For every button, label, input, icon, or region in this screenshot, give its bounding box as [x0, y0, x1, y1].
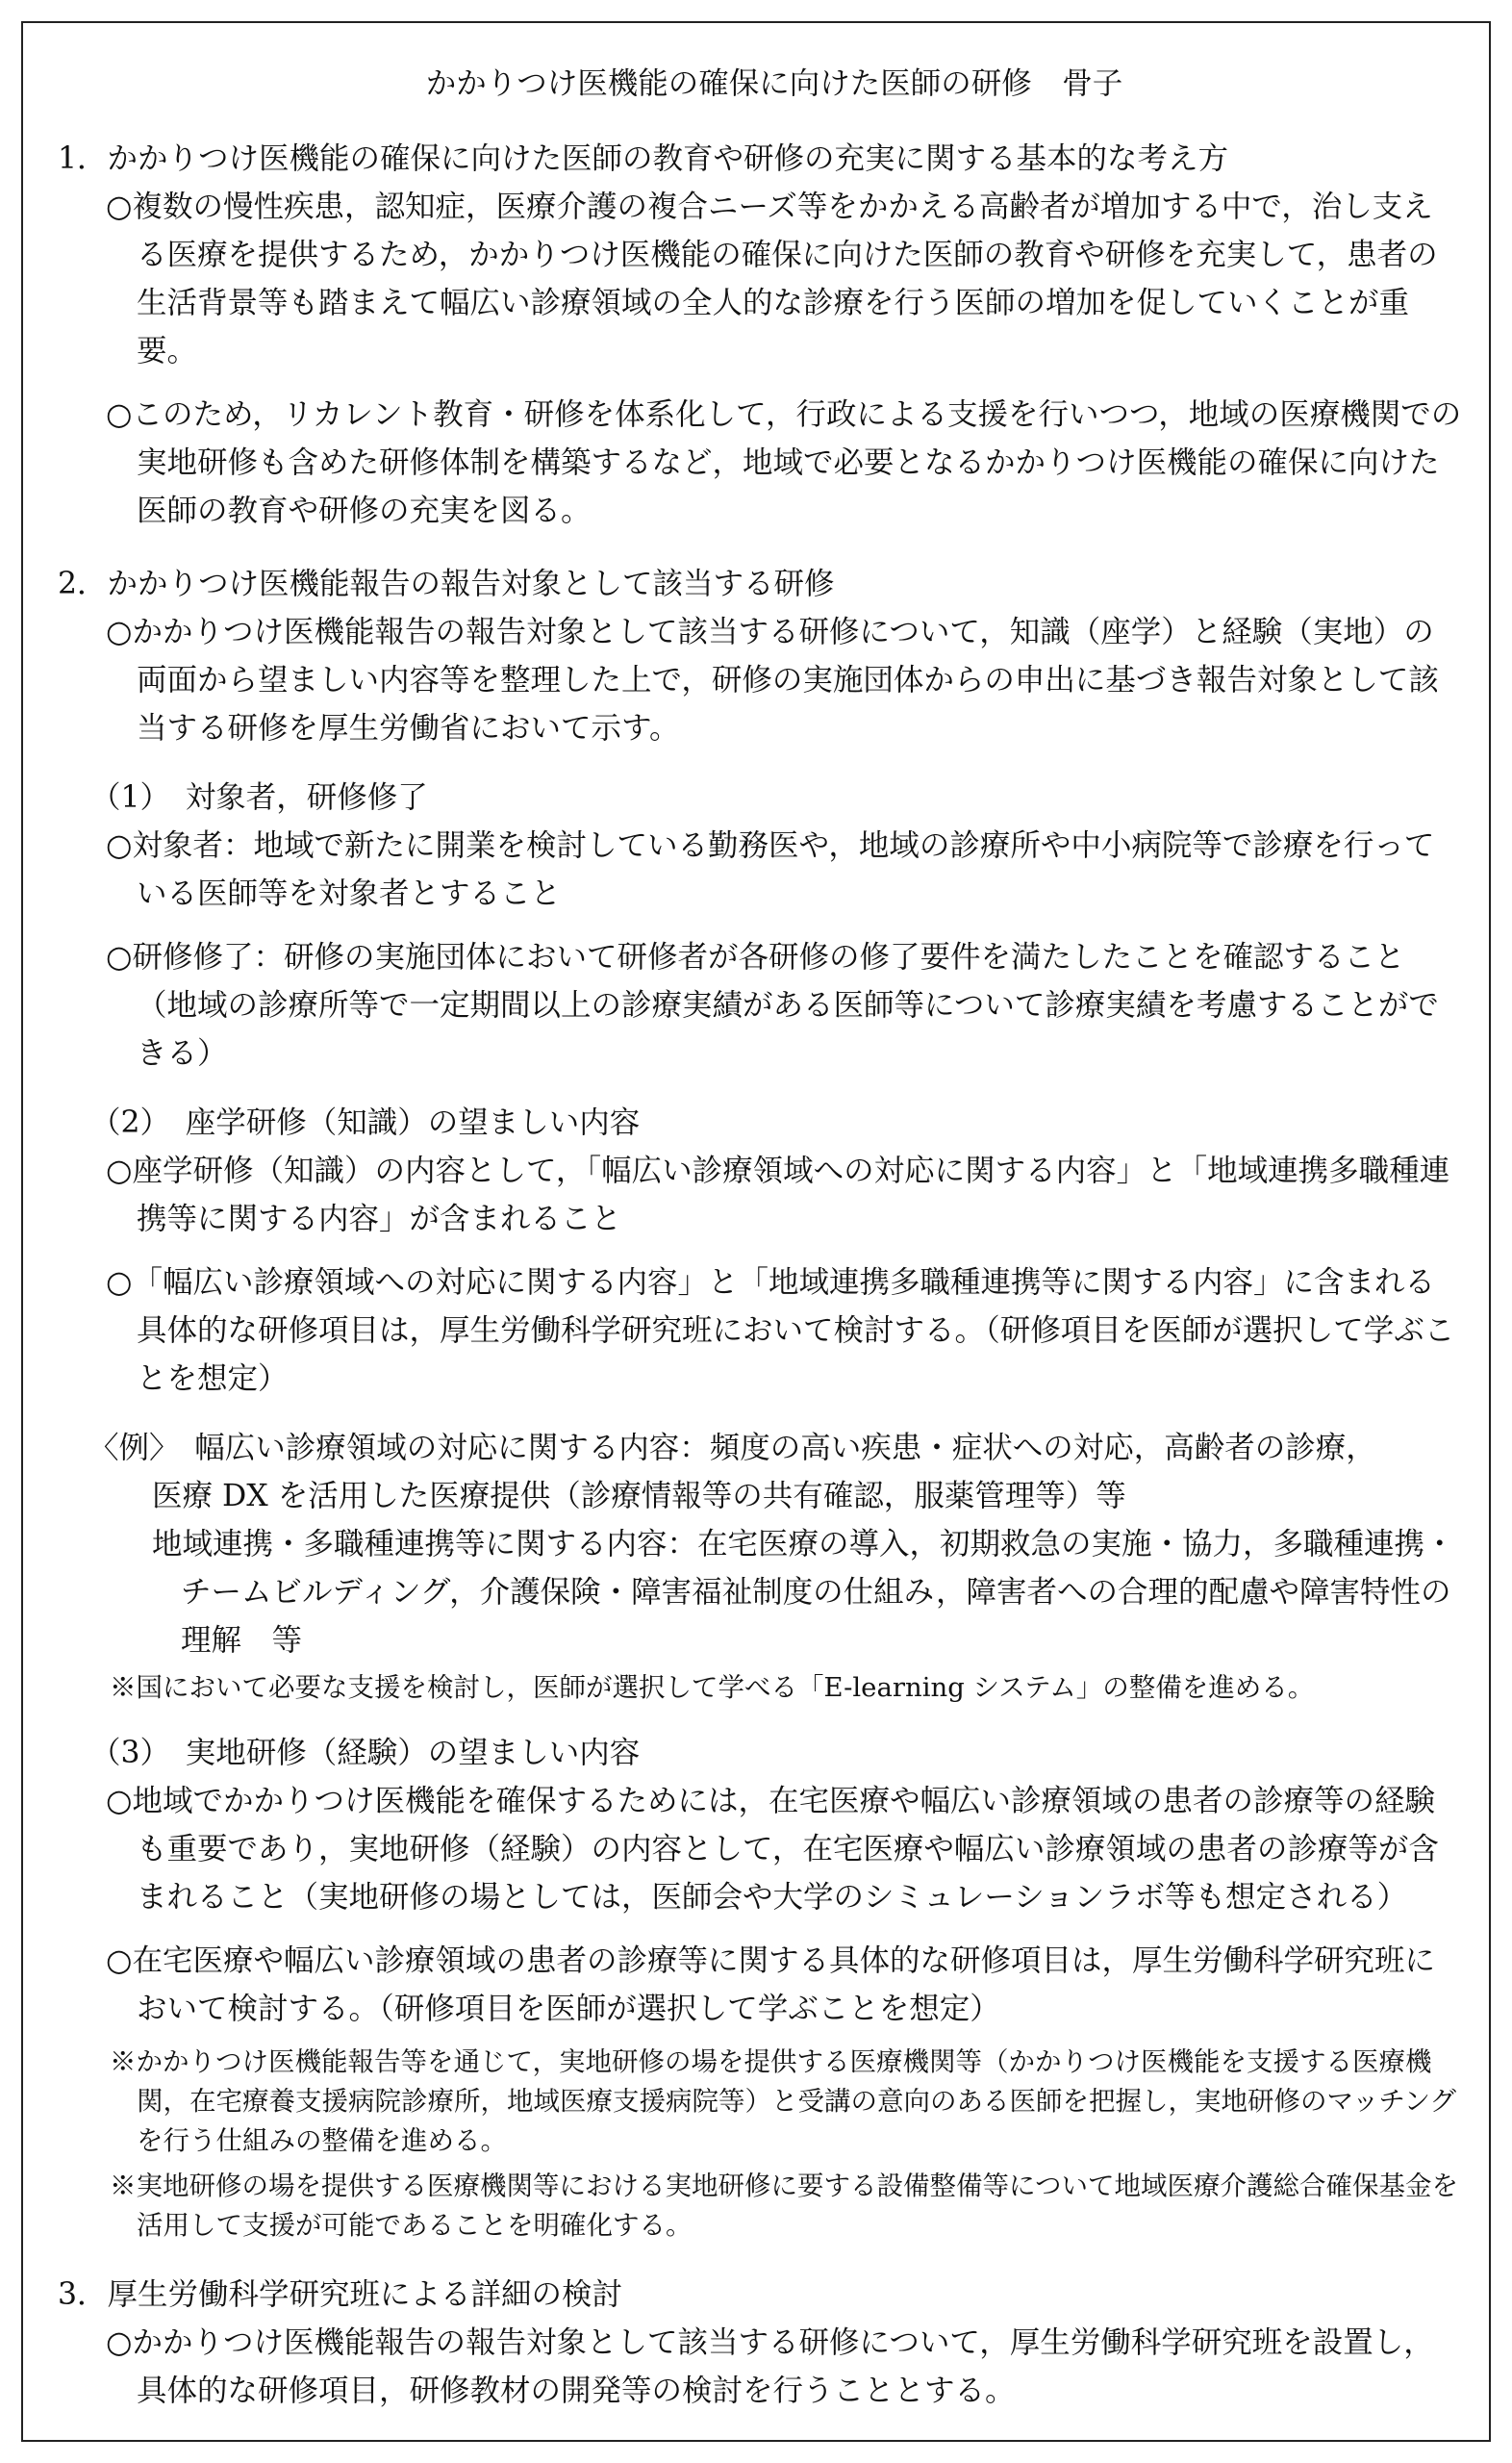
section-2-heading: 2．かかりつけ医機能報告の報告対象として該当する研修	[58, 567, 835, 601]
example-line-3: 地域連携・多職種連携等に関する内容：在宅医療の導入，初期救急の実施・協力，多職種連携・チームビルディング，介護保険・障害福祉制度の仕組み，障害者への合理的配慮や障害特性の理解 等	[152, 1527, 1455, 1658]
subsection-2-1-para-1: ○対象者：地域で新たに開業を検討している勤務医や，地域の診療所や中小病院等で診療を行っている医師等を対象者とすること	[106, 828, 1435, 911]
section-3-heading: 3．厚生労働科学研究班による詳細の検討	[58, 2277, 623, 2312]
section-1-para-2: ○このため，リカレント教育・研修を体系化して，行政による支援を行いつつ，地域の医療機関での実地研修も含めた研修体制を構築するなど，地域で必要となるかかりつけ医機能の確保に向けた医師の教育や研修の充実を図る。	[106, 397, 1462, 528]
subsection-2-3	[58, 1729, 1462, 2246]
document-body	[58, 58, 1462, 2415]
subsection-2-3-note-2: ※実地研修の場を提供する医療機関等における実地研修に要する設備整備等について地域医療介護総合確保基金を活用して支援が可能であることを明確化する。	[110, 2171, 1458, 2241]
example-line-1: 〈例〉 幅広い診療領域の対応に関する内容：頻度の高い疾患・症状への対応，高齢者の診療，	[88, 1431, 1376, 1465]
subsection-2-3-note-1: ※かかりつけ医機能報告等を通じて，実地研修の場を提供する医療機関等（かかりつけ医機能を支援する医療機関，在宅療養支援病院診療所，地域医療支援病院等）と受講の意向のある医師を把握し，実地研修のマッチングを行う仕組みの整備を進める。	[110, 2046, 1456, 2156]
subsection-2-1-para-2: ○研修修了：研修の実施団体において研修者が各研修の修了要件を満たしたことを確認すること（地域の診療所等で一定期間以上の診療実績がある医師等について診療実績を考慮することができる）	[106, 940, 1439, 1071]
example-block	[58, 1424, 1462, 1664]
subsection-2-3-para-1: ○地域でかかりつけ医機能を確保するためには，在宅医療や幅広い診療領域の患者の診療等の経験も重要であり，実地研修（経験）の内容として，在宅医療や幅広い診療領域の患者の診療等が含まれること（実地研修の場としては，医師会や大学のシミュレーションラボ等も想定される）	[106, 1784, 1439, 1915]
subsection-2-2-para-2: ○「幅広い診療領域への対応に関する内容」と「地域連携多職種連携等に関する内容」に含まれる具体的な研修項目は，厚生労働科学研究班において検討する。（研修項目を医師が選択して学ぶことを想定）	[106, 1265, 1455, 1396]
section-2	[58, 560, 1462, 2246]
subsection-2-3-para-2: ○在宅医療や幅広い診療領域の患者の診療等に関する具体的な研修項目は，厚生労働科学研究班において検討する。（研修項目を医師が選択して学ぶことを想定）	[106, 1943, 1435, 2026]
section-2-para-1: ○かかりつけ医機能報告の報告対象として該当する研修について，知識（座学）と経験（実地）の両面から望ましい内容等を整理した上で，研修の実施団体からの申出に基づき報告対象として該当する研修を厚生労働省において示す。	[106, 615, 1439, 746]
section-3-para-1: ○かかりつけ医機能報告の報告対象として該当する研修について，厚生労働科学研究班を設置し，具体的な研修項目，研修教材の開発等の検討を行うこととする。	[106, 2325, 1434, 2408]
subsection-2-3-heading: （3） 実地研修（経験）の望ましい内容	[90, 1736, 641, 1770]
example-line-2: 医療 DX を活用した医療提供（診療情報等の共有確認，服薬管理等）等	[152, 1479, 1126, 1513]
document-title: かかりつけ医機能の確保に向けた医師の研修 骨子	[425, 66, 1123, 101]
subsection-2-2	[58, 1099, 1462, 1708]
subsection-2-2-note: ※国において必要な支援を検討し，医師が選択して学べる「E-learning システム」の整備を進める。	[110, 1672, 1315, 1703]
section-1-para-1: ○複数の慢性疾患，認知症，医療介護の複合ニーズ等をかかえる高齢者が増加する中で，治し支える医療を提供するため，かかりつけ医機能の確保に向けた医師の教育や研修を充実して，患者の生活背景等も踏まえて幅広い診療領域の全人的な診療を行う医師の増加を促していくことが重要。	[106, 190, 1438, 368]
subsection-2-2-para-1: ○座学研修（知識）の内容として，「幅広い診療領域への対応に関する内容」と「地域連携多職種連携等に関する内容」が含まれること	[106, 1154, 1450, 1236]
section-1	[58, 135, 1462, 535]
subsection-2-1	[58, 774, 1462, 1078]
subsection-2-2-heading: （2） 座学研修（知識）の望ましい内容	[90, 1105, 641, 1140]
section-1-heading: 1．かかりつけ医機能の確保に向けた医師の教育や研修の充実に関する基本的な考え方	[58, 141, 1229, 176]
subsection-2-1-heading: （1） 対象者，研修修了	[90, 780, 428, 815]
section-3	[58, 2271, 1462, 2415]
